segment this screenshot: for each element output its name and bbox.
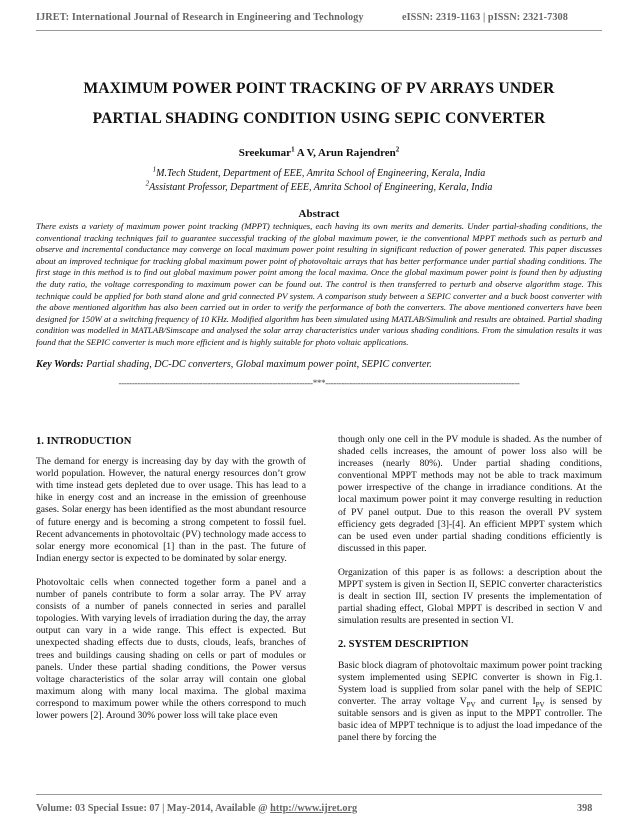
abstract-text: There exists a variety of maximum power point tracking (MPPT) techniques, each having its own merits and demerits. Under partial-shading conditions, the conventional tracking techniques fail to guarantee successful tracking of the global maximum power, ie the conventional MPPT methods such as perturb and observe and incremental conductance may converge on local maximum power point resulting in significant reduction of power generated. This paper discusses about an improved technique for tracking global maximum power point of photovoltaic arrays that has better performance under partial shading conditions. The first stage in this method is to find out global maximum power point among the local maxima. Once the global maximum power point is found then by adjusting the duty ratio, the voltage corresponding to maximum power can be found out. The control is then transferred to perturb and observe algorithm stage. This technique could be applied for both stand alone and grid connected PV system. A comparison study between a SEPIC converter and a buck boost converter with the above mentioned algorithm has also been carried out in order to verify the performance of both the converters. The above mentioned converters have been designed for 150W at a switching frequency of 10 KHz. Modified algorithm has been simulated using MATLAB/Simulink and results are obtained. Partial shading condition was modelled in MATLAB/Simscape and analysed the solar array characteristics under various shading conditions. From the simulation results it was found that the SEPIC converter is much more efficient and is highly suitable for photo voltaic applications. [36,221,602,347]
footer-volume-text: Volume: 03 Special Issue: 07 | May-2014, Available @ [36,803,271,814]
author-1-sup: 1 [291,145,295,154]
affiliation-2-sup: 2 [145,179,150,188]
system-text-c: is sensed by suitable sensors and is given as input to the MPPT controller. The basic idea of MPPT technique is to adjust the load impedance of the panel there by forcing the [338,695,602,744]
author-separator: A V, [294,147,319,159]
authors [36,147,602,159]
right-column [338,436,602,756]
affiliation-1-sup: 1 [152,165,157,174]
footer-volume [36,803,357,814]
system-text-b: and current I [475,695,536,707]
introduction-paragraph-1: The demand for energy is increasing day by day with the growth of world population. However, the natural energy resources don’t grow with time instead gets depleted due to over usage. This has lead to a hike in energy cost and an increase in the emission of greenhouse gases. Solar energy has been identified as the most abundant resource of future energy and is becoming a strong competent to fossil fuel. Recent advancements in photovoltaic (PV) technology made access to solar energy more economical [1] than in the past. The future of Indian energy sector is expected to be dominated by solar energy. [36,456,306,564]
introduction-paragraph-2: Photovoltaic cells when connected together form a panel and a number of panels contribute to form a solar array. The PV array consists of a number of panels connected in series and parallel topologies. With varying levels of irradiation during the day, the array output can vary in a wide range. This effect is expected. But unexpected shading effects due to dusts, clouds, leafs, branches of trees and buildings causing shading on cells or part of modules or panels. Under these partial shading conditions, the Power versus voltage characteristics of the solar array will contain one global maximum along with many local maxima. The global maxima correspond to maximum power while the others correspond to much lower powers [2]. Around 30% power loss will take place even [36,576,306,721]
keywords-label: Key Words: [36,359,84,370]
footer-rule [36,794,602,795]
abstract-heading: Abstract [298,208,340,220]
paper-title-line1: MAXIMUM POWER POINT TRACKING OF PV ARRAYS UNDER [83,80,555,97]
left-column [36,436,306,734]
paper-title-line2: PARTIAL SHADING CONDITION USING SEPIC CONVERTER [92,110,546,127]
affiliation-1 [36,165,602,179]
page-number: 398 [577,803,593,814]
issn: eISSN: 2319-1163 | pISSN: 2321-7308 [402,12,568,23]
author-1: Sreekumar [238,147,292,159]
keywords [36,359,602,370]
header-rule [36,30,602,31]
affiliation-1-text: M.Tech Student, Department of EEE, Amrita School of Engineering, Kerala, India [156,168,486,179]
keywords-text: Partial shading, DC-DC converters, Global maximum power point, SEPIC converter. [83,359,432,370]
vpv-subscript: PV [466,700,476,709]
system-text-a: Basic block diagram of photovoltaic maximum power point tracking system implemented using SEPIC converter is shown in Fig.1. System load is supplied from solar panel with the help of SEPIC converter. The array voltage V [338,659,602,707]
author-2: Arun Rajendren [318,147,396,159]
journal-name: IJRET: International Journal of Research in Engineering and Technology [36,12,364,23]
author-2-sup: 2 [395,145,400,154]
introduction-heading: 1. INTRODUCTION [36,436,132,447]
section-separator: ------------------------------------------------------------------------***------------------------------------------------------------------------ [118,378,520,388]
footer-url-link[interactable]: http://www.ijret.org [270,803,358,814]
system-description-paragraph [338,660,602,745]
introduction-paragraph-3: though only one cell in the PV module is shaded. As the number of shaded cells increases, the amount of power loss also will be increases (nearly 80%). Under partial shading conditions, conventional MPPT methods may not be able to track maximum power irrespective of the change in irradiance conditions. At the local maximum power point it may converge resulting in reduction of PV panel output. Due to this reason the overall PV system efficiency gets degraded [3]-[4]. An efficient MPPT system which can be used even under partial shading conditions efficiently is discussed in this paper. [338,434,602,554]
introduction-paragraph-4: Organization of this paper is as follows: a description about the MPPT system is given in Section II, SEPIC converter characteristics is dealt in section III, section IV presents the implementation of partial shading effect, Global MPPT is described in section V and simulation results are presented in section VI. [338,566,602,627]
affiliation-2-text: Assistant Professor, Department of EEE, Amrita School of Engineering, Kerala, India [149,182,493,193]
ipv-subscript: PV [535,700,545,709]
system-description-heading: 2. SYSTEM DESCRIPTION [338,639,469,651]
affiliation-2 [36,179,602,193]
